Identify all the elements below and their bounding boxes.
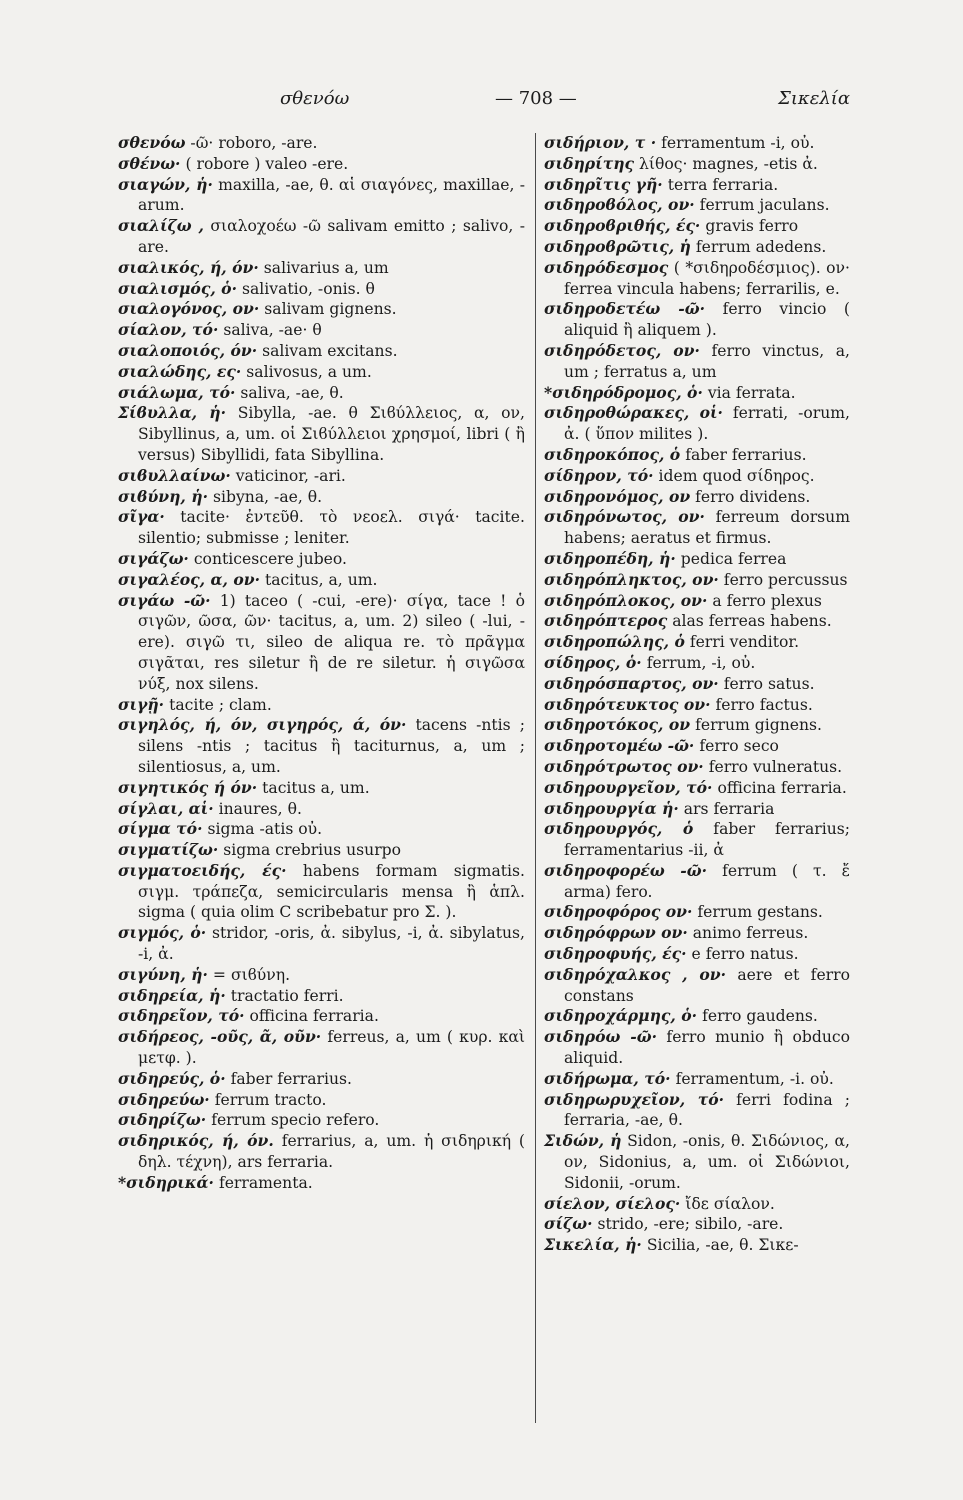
dictionary-entry [544,715,850,736]
dictionary-entry [544,1027,850,1069]
entry-definition: ferrum tracto. [214,1090,327,1109]
entry-headword: σιδηρότρωτος ον· [544,756,704,776]
dictionary-entry [544,133,850,154]
entry-headword: σιδηρικός, ή, όν. [118,1131,274,1151]
entry-definition: ars ferraria [683,799,775,818]
entry-headword: σθένω· [118,153,181,173]
dictionary-entry [118,362,525,383]
entry-headword: σιδηροϐρῶτις, ἡ [544,236,691,256]
dictionary-entry [118,320,525,341]
dictionary-entry [118,1027,525,1069]
entry-definition: ( *σιδηροδέσμιος). ον· ferrea vincula habens; ferrarilis, e. [564,258,850,298]
entry-definition: conticescere jubeo. [193,549,347,568]
entry-headword: σιδηρουργεῖον, τό· [544,777,713,797]
right-column [544,133,850,1256]
entry-definition: σιαλοχοέω -ῶ salivam emitto ; salivo, -are. [138,217,525,256]
entry-headword: σιδηρόφρων ον· [544,923,688,943]
entry-headword: σιδηρονόμος, ον [544,486,691,506]
entry-definition: ferro vinctus, a, um ; ferratus a, um [564,341,850,381]
dictionary-entry [118,133,525,154]
entry-headword: σιϐύνη, ἡ· [118,486,209,506]
entry-headword: σιγματίζω· [118,840,219,860]
dictionary-entry [118,279,525,300]
dictionary-entry [118,1069,525,1090]
entry-definition: sigma -atis οὐ. [207,820,323,839]
entry-headword: σιδηρόχαλκος , ον· [544,964,726,984]
entry-headword: σιδηρουργός, ὁ [544,819,694,839]
entry-headword: σιδηροπέδη, ἡ· [544,548,676,568]
entry-headword: σιγητικός ή όν· [118,777,258,797]
dictionary-entry [544,237,850,258]
entry-definition: faber ferrarius. [230,1069,352,1088]
entry-headword: *σιδηρόδρομος, ὁ· [544,382,703,402]
entry-definition: ferro gaudens. [702,1007,818,1026]
dictionary-entry [118,923,525,965]
dictionary-entry [118,1090,525,1111]
entry-definition: ἴδε σίαλον. [685,1194,775,1213]
dictionary-entry [544,965,850,1007]
entry-headword: σιγματοειδής, ές· [118,860,287,880]
dictionary-entry [544,299,850,341]
entry-headword: σιδηρῖτις γῆ· [544,174,663,194]
entry-headword: *σιδηρικά· [118,1172,214,1192]
dictionary-entry [118,341,525,362]
entry-headword: Σίϐυλλα, ἡ· [118,403,227,423]
entry-headword: σίγμα τό· [118,819,203,839]
entry-headword: σιδηρόπλοκος, ον· [544,590,708,610]
dictionary-entry [118,715,525,777]
entry-definition: ferrarius, a, um. ἡ σιδηρική ( δηλ. τέχνη), ars ferraria. [138,1132,525,1172]
entry-headword: σιγαλέος, α, ον· [118,569,261,589]
entry-definition: saliva, -ae· θ [223,321,322,340]
entry-definition: tractatio ferri. [230,986,344,1005]
entry-headword: σίδηρον, τό· [544,465,654,485]
entry-headword: σιδηροϐριθής, ές· [544,216,701,236]
entry-headword: σιγύνη, ἡ· [118,964,208,984]
entry-headword: σιαλοποιός, όν· [118,340,258,360]
entry-headword: σιδηροθώρακες, οἱ· [544,403,723,423]
dictionary-entry [544,570,850,591]
entry-headword: σίαλον, τό· [118,320,219,340]
dictionary-entry [118,487,525,508]
entry-definition: ferrum gestans. [697,903,823,922]
entry-definition: ferrum specio refero. [211,1111,380,1130]
entry-headword: σιδηροφυής, ές· [544,944,687,964]
entry-definition: ferrum adedens. [695,237,827,256]
entry-definition: Sicilia, -ae, θ. Σικε- [646,1236,799,1255]
entry-definition: Sibylla, -ae. θ Σιϐύλλειος, α, ον, Sibyllinus, a, um. οἱ Σιϐύλλειοι χρησμοί, libri ( ἢ versus) Sibyllidi, fata Sibyllina. [138,404,525,464]
left-column [118,133,525,1194]
dictionary-entry [118,986,525,1007]
entry-definition: stridor, -oris, ἀ. sibylus, -i, ἀ. sibylatus, -i, ἀ. [138,924,525,964]
column-divider [535,133,536,1423]
dictionary-entry [544,1235,850,1256]
dictionary-entry [544,1006,850,1027]
dictionary-entry [118,154,525,175]
entry-headword: σιδηρόδετος, ον· [544,340,700,360]
entry-definition: animo ferreus. [692,924,809,943]
header-left-word: σθενόω [280,88,350,109]
entry-headword: σίελον, σίελος· [544,1193,681,1213]
entry-headword: σιδηρόσπαρτος, ον· [544,673,719,693]
dictionary-entry [544,403,850,445]
entry-definition: habens formam sigmatis. σιγμ. τράπεζα, semicircularis mensa ἢ ἁπλ. sigma ( quia olim C scribebatur pro Σ. ). [138,861,525,922]
entry-definition: salivam excitans. [262,341,398,360]
entry-headword: σῖγα· [118,507,165,527]
entry-definition: inaures, θ. [218,799,302,818]
entry-definition: ferreus, a, um ( κυρ. καὶ μετφ. ). [138,1028,525,1068]
dictionary-entry [544,195,850,216]
entry-headword: σιδηρόδεσμος [544,257,669,277]
entry-headword: σίγλαι, αἱ· [118,798,214,818]
dictionary-entry [544,1090,850,1132]
entry-headword: σιδήρεος, -οῦς, ᾶ, οῦν· [118,1027,322,1047]
dictionary-entry [544,1214,850,1235]
dictionary-entry [118,695,525,716]
entry-definition: aere et ferro constans [564,965,850,1005]
dictionary-entry [118,1173,525,1194]
dictionary-entry [118,861,525,923]
entry-definition: 1) taceo ( -cui, -ere)· σίγα, tace ! ὁ σιγῶν, ῶσα, ῶν· tacitus, a, um. 2) sileo ( -lui, -ere). σιγῶ τι, sileo de aliqua re. τὸ πρᾶγμα σιγᾶται, res siletur ἢ de re siletur. ἡ σιγῶσα νύξ, nox silens. [138,591,525,693]
entry-definition: strido, -ere; sibilo, -are. [597,1215,784,1234]
entry-headword: σιδηρεῖον, τό· [118,1006,245,1026]
entry-headword: σιδηρόω -ῶ· [544,1027,658,1047]
entry-headword: σιγάζω· [118,548,189,568]
entry-definition: a ferro plexus [712,591,822,610]
dictionary-entry [118,299,525,320]
entry-headword: σιαλικός, ή, όν· [118,257,259,277]
entry-headword: σιδηρότευκτος ον· [544,694,711,714]
entry-headword: σιδηρωρυχεῖον, τό· [544,1089,725,1109]
entry-headword: σθενόω [118,133,186,152]
entry-definition: salivatio, -onis. θ [242,279,375,298]
dictionary-entry [118,799,525,820]
entry-headword: σιγμός, ὁ· [118,923,207,943]
entry-headword: σιδηρόπτερος [544,611,668,631]
entry-headword: σιγῇ· [118,694,165,714]
entry-definition: ferrum, -i, οὐ. [646,653,756,672]
entry-headword: σίζω· [544,1214,593,1234]
entry-definition: ferro munio ἢ obduco aliquid. [564,1028,850,1068]
dictionary-entry [544,216,850,237]
entry-definition: λίθος· magnes, -etis ἀ. [639,154,818,173]
dictionary-entry [118,591,525,695]
entry-headword: σιδηροπώλης, ὁ [544,632,685,652]
dictionary-entry [544,757,850,778]
dictionary-entry [544,653,850,674]
dictionary-entry [544,175,850,196]
dictionary-entry [544,487,850,508]
entry-headword: σιδήρωμα, τό· [544,1068,671,1088]
entry-headword: σιάλωμα, τό· [118,382,236,402]
dictionary-entry [118,570,525,591]
entry-definition: ferro dividens. [695,487,811,506]
entry-definition: -ῶ· roboro, -are. [190,134,318,152]
entry-definition: ferri fodina ; ferraria, -ae, θ. [564,1090,850,1130]
dictionary-entry [544,341,850,383]
entry-definition: vaticinor, -ari. [235,466,346,485]
dictionary-entry [118,403,525,465]
entry-headword: σιαλίζω , [118,216,204,236]
dictionary-entry [544,591,850,612]
entry-definition: tacite ; clam. [169,695,272,714]
dictionary-entry [544,383,850,404]
dictionary-entry [544,549,850,570]
entry-definition: ferrum gignens. [695,716,822,735]
entry-definition: faber ferrarius; ferramentarius -ii, ἀ [564,820,850,860]
entry-definition: faber ferrarius. [685,445,807,464]
dictionary-entry [118,840,525,861]
dictionary-entry [544,507,850,549]
entry-definition: ( robore ) valeo -ere. [185,154,349,173]
page-header [130,88,850,118]
entry-definition: ferro vulneratus. [708,757,843,776]
entry-definition: terra ferraria. [667,175,779,194]
entry-definition: alas ferreas habens. [672,612,832,631]
entry-headword: Σικελία, ἡ· [544,1235,642,1255]
entry-headword: σιδηρόπληκτος, ον· [544,569,719,589]
dictionary-entry [544,695,850,716]
dictionary-entry [118,819,525,840]
entry-definition: ferri venditor. [689,633,800,652]
dictionary-entry [544,1069,850,1090]
entry-definition: ferro satus. [723,674,815,693]
entry-headword: σιδηροχάρμης, ὁ· [544,1006,698,1026]
entry-headword: σιγηλός, ή, όν, σιγηρός, ά, όν· [118,715,407,735]
entry-definition: ferramentum, -i. οὐ. [675,1069,834,1088]
dictionary-entry [544,258,850,300]
entry-definition: tacens -ntis ; silens -ntis ; tacitus ἢ taciturnus, a, um ; silentiosus, a, um. [138,716,525,776]
entry-definition: via ferrata. [707,383,796,402]
entry-definition: tacite· ἐντεῦθ. τὸ νεοελ. σιγά· tacite. silentio; submisse ; leniter. [138,508,525,548]
entry-headword: σιαλώδης, ες· [118,361,242,381]
dictionary-entry [544,445,850,466]
header-right-word: Σικελία [778,88,850,109]
dictionary-entry [118,549,525,570]
dictionary-entry [118,383,525,404]
entry-definition: officina ferraria. [249,1007,379,1026]
dictionary-entry [118,216,525,258]
entry-definition: tacitus, a, um. [264,570,378,589]
entry-definition: ferrum jaculans. [699,196,830,215]
entry-headword: σιδηροτόκος, ον [544,715,691,735]
entry-headword: σιδηρουργία ἡ· [544,798,679,818]
entry-headword: σιδηρεία, ἡ· [118,985,226,1005]
entry-definition: saliva, -ae, θ. [240,383,344,402]
entry-definition: idem quod σίδηρος. [658,466,815,485]
dictionary-entry [544,778,850,799]
entry-headword: σίδηρος, ὁ· [544,652,642,672]
dictionary-entry [544,923,850,944]
entry-definition: ferramenta. [218,1173,313,1192]
dictionary-entry [544,466,850,487]
entry-definition: sibyna, -ae, θ. [213,487,323,506]
page-number: — 708 — [495,88,577,109]
entry-headword: σιδήριον, τ · [544,133,657,152]
entry-headword: σιδηρεύω· [118,1089,210,1109]
entry-headword: σιδηρόνωτος, ον· [544,507,705,527]
dictionary-entry [544,154,850,175]
entry-headword: σιγάω -ῶ· [118,590,211,610]
entry-headword: σιδηροφόρος ον· [544,902,693,922]
entry-definition: ferro vincio ( aliquid ἢ aliquem ). [564,300,850,340]
dictionary-entry [118,1110,525,1131]
dictionary-entry [118,258,525,279]
dictionary-entry [544,861,850,903]
entry-definition: salivosus, a um. [246,362,372,381]
dictionary-entry [118,466,525,487]
entry-headword: σιαλισμός, ὁ· [118,278,238,298]
entry-definition: officina ferraria. [717,778,847,797]
dictionary-entry [544,674,850,695]
entry-definition: salivam gignens. [264,300,397,319]
dictionary-entry [118,507,525,549]
entry-definition: ferro percussus [723,570,848,589]
entry-definition: ferro factus. [715,695,813,714]
entry-definition: pedica ferrea [680,549,787,568]
entry-definition: maxilla, -ae, θ. αἱ σιαγόνες, maxillae, -arum. [138,175,525,215]
entry-headword: σιδηρίτης [544,153,635,173]
dictionary-entry [544,819,850,861]
entry-definition: ferramentum -i, οὐ. [661,134,815,152]
dictionary-entry [118,965,525,986]
entry-definition: tacitus a, um. [262,778,370,797]
dictionary-entry [544,799,850,820]
dictionary-entry [118,175,525,217]
dictionary-entry [118,1131,525,1173]
entry-definition: ferrati, -orum, ἀ. ( ὕπον milites ). [564,404,850,444]
dictionary-entry [544,1194,850,1215]
entry-definition: salivarius a, um [263,258,389,277]
entry-headword: σιϐυλλαίνω· [118,465,231,485]
entry-definition: gravis ferro [705,217,799,236]
dictionary-entry [544,944,850,965]
entry-definition: ferrum ( τ. ἔ arma) fero. [564,861,850,901]
entry-headword: Σιδών, ἡ [544,1131,622,1151]
entry-headword: σιδηροτομέω -ῶ· [544,736,695,756]
entry-headword: σιδηροκόπος, ὁ [544,444,681,464]
entry-definition: ferreum dorsum habens; aeratus et firmus. [564,508,850,548]
dictionary-entry [118,778,525,799]
entry-headword: σιδηρεύς, ὁ· [118,1068,226,1088]
entry-definition: ferro seco [699,737,779,756]
dictionary-entry [544,902,850,923]
entry-headword: σιδηροφορέω -ῶ· [544,860,708,880]
entry-definition: e ferro natus. [691,945,799,964]
entry-definition: sigma crebrius usurpo [223,841,402,860]
entry-headword: σιαλογόνος, ον· [118,299,260,319]
entry-headword: σιδηρίζω· [118,1110,207,1130]
entry-headword: σιαγών, ἡ· [118,174,213,194]
entry-definition: = σιϐύνη. [212,965,291,984]
entry-headword: σιδηροϐόλος, ον· [544,195,695,215]
dictionary-entry [118,1006,525,1027]
dictionary-entry [544,1131,850,1193]
dictionary-entry [544,736,850,757]
dictionary-entry [544,611,850,632]
dictionary-entry [544,632,850,653]
entry-definition: Sidon, -onis, θ. Σιδώνιος, α, ον, Sidonius, a, um. οἱ Σιδώνιοι, Sidonii, -orum. [564,1132,851,1192]
entry-headword: σιδηροδετέω -ῶ· [544,299,706,319]
